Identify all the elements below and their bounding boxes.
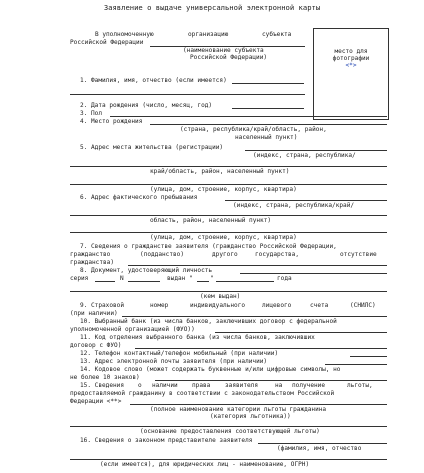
photo-footnote-link[interactable]: <*> xyxy=(345,62,357,69)
field-15-word-d: права xyxy=(192,382,211,389)
field-7-line[interactable] xyxy=(128,265,387,266)
field-14-line-1: 14. Кодовое слово (может содержать буквенные и/или цифровые символы, но xyxy=(80,366,341,373)
field-4-hint-1: (страна, республика/край/область, район, xyxy=(180,126,327,133)
header-line1-c: субъекта xyxy=(262,31,292,38)
field-7-word-e: отсутствие xyxy=(340,251,377,258)
field-3-label: 3. Пол xyxy=(80,110,103,117)
field-4-label: 4. Место рождения xyxy=(80,118,143,125)
field-8-issued: выдан " xyxy=(167,275,193,282)
field-9-word-e: счета xyxy=(310,302,329,309)
field-9-word-b: номер xyxy=(150,302,169,309)
field-16-hint-1: (фамилия, имя, отчество xyxy=(277,445,362,452)
field-8-number-line[interactable] xyxy=(128,281,160,282)
field-5-hint-3: (улица, дом, строение, корпус, квартира) xyxy=(150,186,297,193)
field-12-label: 12. Телефон контактный/телефон мобильный (при наличии) xyxy=(80,350,279,357)
field-5-line-a[interactable] xyxy=(245,150,387,151)
field-16-line-b[interactable] xyxy=(70,459,387,460)
field-10-line-1: 10. Выбранный банк (из числа банков, заключивших договор с федеральной xyxy=(80,318,337,325)
region-hint-2: Российской Федерации) xyxy=(190,54,268,61)
field-5-label: 5. Адрес места жительства (регистрации) xyxy=(80,144,224,151)
field-16-line-a[interactable] xyxy=(258,443,387,444)
field-6-hint-3: (улица, дом, строение, корпус, квартира) xyxy=(150,234,297,241)
field-15-line-3: Федерации <**> xyxy=(70,398,122,405)
field-12-line[interactable] xyxy=(350,356,387,357)
field-15-word-g: получение xyxy=(292,382,326,389)
field-16-label: 16. Сведения о законном представителе заявителя xyxy=(80,437,253,444)
field-7-line-1: 7. Сведения о гражданстве заявителя (гражданство Российской Федерации, xyxy=(80,243,337,250)
field-8-hint: (кем выдан) xyxy=(200,293,241,300)
field-7-word-d: государства, xyxy=(255,251,300,258)
field-14-line[interactable] xyxy=(155,380,387,381)
field-15-hint-2: (категория льготника)) xyxy=(210,413,291,420)
field-6-line-c[interactable] xyxy=(70,232,387,233)
field-6-label: 6. Адрес фактического пребывания xyxy=(80,194,198,201)
header-line2: Российской Федерации xyxy=(70,39,144,46)
field-1-line-a[interactable] xyxy=(232,83,304,84)
field-6-line-a[interactable] xyxy=(225,200,387,201)
field-7-line-3: гражданства) xyxy=(70,259,115,266)
field-8-label: 8. Документ, удостоверяющий личность xyxy=(80,267,213,274)
field-15-word-e: заявителя xyxy=(225,382,259,389)
field-9-word-d: лицевого xyxy=(262,302,292,309)
field-5-hint-1: (индекс, страна, республика/ xyxy=(253,152,356,159)
field-9-word-f: (СНИЛС) xyxy=(350,302,376,309)
field-13-line[interactable] xyxy=(325,364,387,365)
photo-label-1: место для xyxy=(334,48,368,55)
field-8-number: N xyxy=(120,275,124,282)
field-5-hint-2: край/область, район, населенный пункт) xyxy=(150,168,290,175)
field-8-line-b[interactable] xyxy=(70,291,387,292)
field-7-word-c: другого xyxy=(212,251,238,258)
field-11-line-2: договор с ФУО) xyxy=(70,342,122,349)
field-11-line[interactable] xyxy=(135,348,387,349)
photo-label-2: фотографии xyxy=(332,55,370,62)
field-8-line-a[interactable] xyxy=(240,273,387,274)
field-6-line-b[interactable] xyxy=(70,215,387,216)
field-9-word-c: индивидуального xyxy=(190,302,246,309)
field-8-series-line[interactable] xyxy=(95,281,115,282)
field-15-word-a: 15. Сведения xyxy=(80,382,125,389)
field-15-hint-3: (основание предоставления соответствующей льготы) xyxy=(140,428,320,435)
field-4-hint-2: населенный пункт) xyxy=(235,134,298,141)
field-6-hint-1: (индекс, страна, республика/край/ xyxy=(233,202,355,209)
region-hint-1: (наименование субъекта xyxy=(183,47,264,54)
field-15-line-b[interactable] xyxy=(70,426,387,427)
field-11-line-1: 11. Код отделения выбранного банка (из числа банков, заключивших xyxy=(80,334,315,341)
field-6-hint-2: область, район, населенный пункт) xyxy=(150,217,272,224)
field-8-series: серия xyxy=(70,275,89,282)
photo-box xyxy=(313,28,389,120)
field-10-line-2: уполномоченной организацией (ФУО)) xyxy=(70,326,195,333)
field-15-word-h: льготы, xyxy=(347,382,373,389)
field-5-line-b[interactable] xyxy=(70,166,387,167)
field-10-line[interactable] xyxy=(215,332,387,333)
field-7-word-a: гражданство xyxy=(70,251,111,258)
field-1-label: 1. Фамилия, имя, отчество (если имеется) xyxy=(80,77,227,84)
field-9-line-2: (при наличии) xyxy=(70,310,118,317)
header-line1-b: организацию xyxy=(188,31,229,38)
field-8-day-line[interactable] xyxy=(197,281,209,282)
field-15-line-2: предоставляемой гражданину в соответствии с законодательством Российской xyxy=(70,390,335,397)
field-8-month-line[interactable] xyxy=(216,281,274,282)
field-15-word-b: о xyxy=(138,382,142,389)
field-2-line[interactable] xyxy=(232,108,304,109)
field-13-label: 13. Адрес электронной почты заявителя (при наличии) xyxy=(80,358,268,365)
field-9-line[interactable] xyxy=(122,316,387,317)
field-4-line[interactable] xyxy=(150,124,387,125)
field-15-hint-1: (полное наименование категории льготы гражданина xyxy=(150,406,327,413)
form-title: Заявление о выдаче универсальной электронной карты xyxy=(103,3,321,12)
field-8-year: года xyxy=(277,275,292,282)
field-3-line[interactable] xyxy=(110,116,387,117)
field-15-word-f: на xyxy=(275,382,283,389)
field-15-word-c: наличии xyxy=(152,382,178,389)
field-1-line-b[interactable] xyxy=(70,94,305,95)
field-16-hint-2: (если имеется), для юридических лиц - наименование, ОГРН) xyxy=(100,461,310,468)
field-2-label: 2. Дата рождения (число, месяц, год) xyxy=(80,102,213,109)
header-line1-a: В уполномоченную xyxy=(95,31,154,38)
field-9-word-a: 9. Страховой xyxy=(80,302,125,309)
field-8-quote: " xyxy=(210,275,214,282)
field-5-line-c[interactable] xyxy=(70,184,387,185)
field-7-word-b: (подданство) xyxy=(140,251,185,258)
field-14-line-2: не более 10 знаков) xyxy=(70,374,140,381)
field-15-line-a[interactable] xyxy=(130,404,387,405)
